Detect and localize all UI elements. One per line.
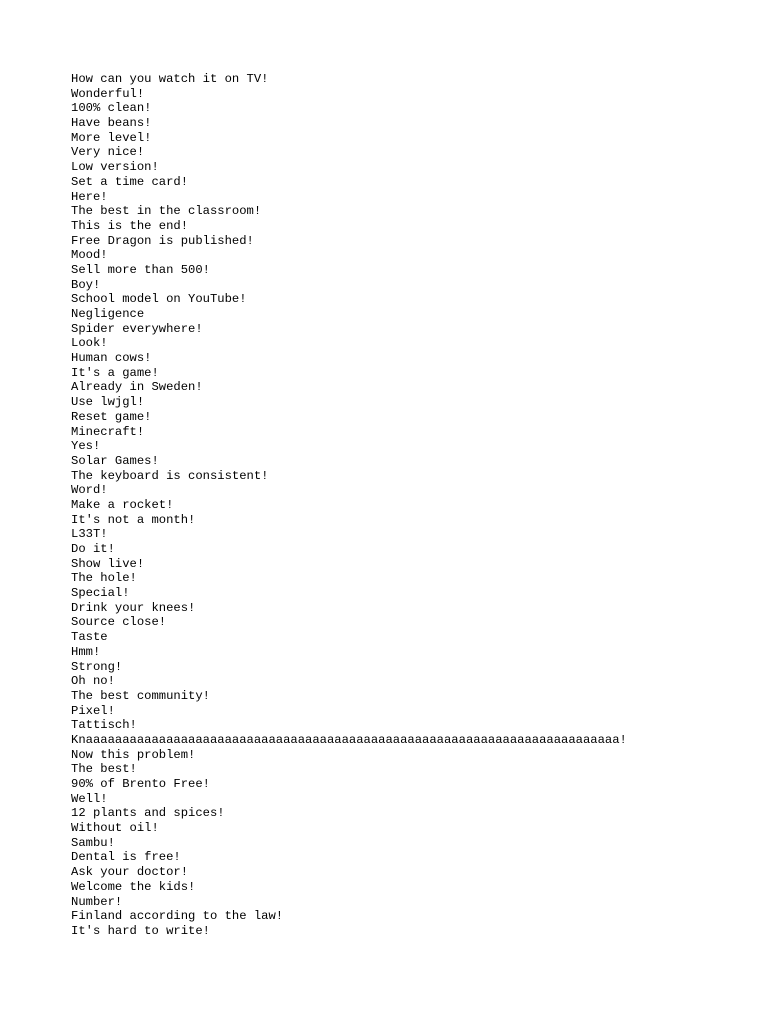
text-line: Sambu!	[71, 835, 115, 850]
text-line: The best community!	[71, 688, 210, 703]
text-line: Well!	[71, 791, 108, 806]
text-line: Yes!	[71, 439, 101, 454]
text-line: The best!	[71, 762, 137, 777]
text-line: Dental is free!	[71, 850, 181, 865]
text-line: 12 plants and spices!	[71, 806, 225, 821]
text-line: Oh no!	[71, 674, 115, 689]
text-line: Source close!	[71, 615, 167, 630]
text-line: Now this problem!	[71, 747, 196, 762]
text-line: Already in Sweden!	[71, 380, 203, 395]
text-line: Solar Games!	[71, 453, 159, 468]
text-line: Free Dragon is published!	[71, 233, 254, 248]
text-line: Wonderful!	[71, 86, 145, 101]
text-line: More level!	[71, 130, 152, 145]
text-line: It's not a month!	[71, 512, 196, 527]
text-line: 90% of Brento Free!	[71, 777, 210, 791]
text-line: Use lwjgl!	[71, 395, 145, 410]
text-line: Spider everywhere!	[71, 321, 203, 336]
text-line: Welcome the kids!	[71, 879, 196, 894]
text-line: Boy!	[71, 277, 101, 292]
text-line: Minecraft!	[71, 424, 145, 439]
text-line: Without oil!	[71, 821, 159, 836]
text-line: Mood!	[71, 248, 108, 263]
text-line: The keyboard is consistent!	[71, 468, 269, 483]
text-line: How can you watch it on TV!	[71, 72, 269, 86]
text-line: Low version!	[71, 160, 159, 175]
text-line: Ask your doctor!	[71, 865, 189, 880]
text-line: Here!	[71, 189, 108, 204]
text-line: Reset game!	[71, 409, 152, 424]
text-line: Set a time card!	[71, 174, 189, 189]
text-line: 100% clean!	[71, 101, 152, 116]
text-line: Have beans!	[71, 116, 152, 131]
text-line: Tattisch!	[71, 718, 137, 733]
text-line: Word!	[71, 483, 108, 498]
text-line: Taste	[71, 630, 108, 645]
text-line: Number!	[71, 894, 123, 909]
text-line: It's a game!	[71, 365, 159, 380]
text-line: School model on YouTube!	[71, 292, 247, 307]
text-line: Human cows!	[71, 351, 152, 366]
text-line: It's hard to write!	[71, 923, 210, 938]
text-line: Pixel!	[71, 703, 115, 718]
text-line: Drink your knees!	[71, 600, 196, 615]
text-line: This is the end!	[71, 218, 189, 233]
text-line: Negligence	[71, 307, 145, 321]
text-line: Very nice!	[71, 145, 145, 160]
text-line: Make a rocket!	[71, 497, 174, 512]
text-line: Finland according to the law!	[71, 909, 284, 924]
text-line: Sell more than 500!	[71, 262, 210, 277]
text-line: The hole!	[71, 571, 137, 586]
text-line: Special!	[71, 586, 130, 601]
text-line: L33T!	[71, 527, 108, 542]
text-line: Strong!	[71, 659, 123, 674]
text-document	[71, 72, 627, 939]
text-line: The best in the classroom!	[71, 204, 262, 219]
text-line: Do it!	[71, 542, 115, 556]
text-line: Look!	[71, 336, 108, 351]
text-line: Show live!	[71, 556, 145, 571]
text-line: Hmm!	[71, 644, 101, 659]
text-line: Knaaaaaaaaaaaaaaaaaaaaaaaaaaaaaaaaaaaaaaaaaaaaaaaaaaaaaaaaaaaaaaaaaaaaaaaaa!	[71, 732, 627, 747]
